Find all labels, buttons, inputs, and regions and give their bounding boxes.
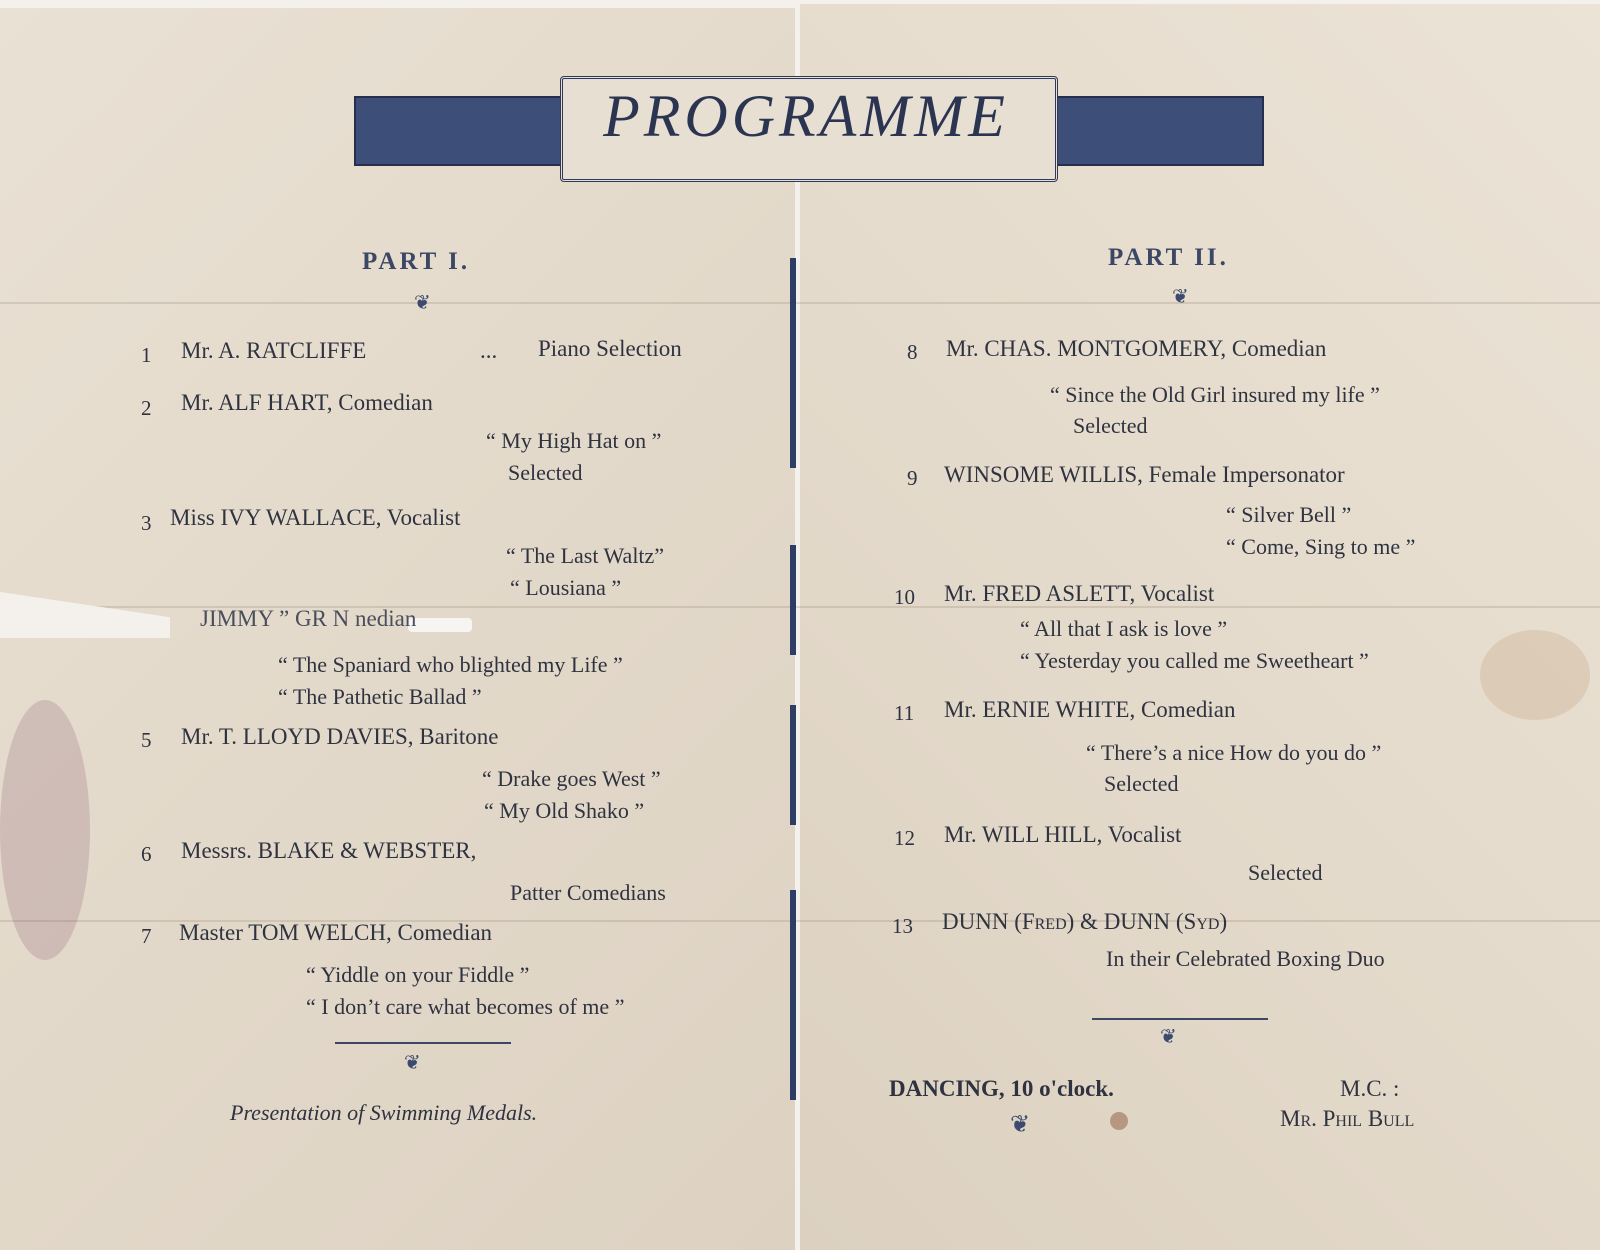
performer: Mr. ERNIE WHITE, Comedian — [944, 697, 1236, 722]
song-title: Selected — [1248, 860, 1323, 885]
song-title: “ Since the Old Girl insured my life ” — [1050, 382, 1380, 407]
mc-name: Mr. Phil Bull — [1280, 1106, 1415, 1131]
fold-line — [0, 302, 1600, 304]
item-number: 5 — [141, 728, 152, 752]
performer: DUNN (Fred) & DUNN (Syd) — [942, 909, 1228, 934]
page-title: PROGRAMME — [603, 83, 1009, 149]
leaf-ornament-icon: ❦ — [1010, 1112, 1031, 1138]
banner-left-band — [354, 96, 566, 166]
performer: Mr. A. RATCLIFFE — [181, 338, 367, 363]
performer: Mr. CHAS. MONTGOMERY, Comedian — [946, 336, 1327, 361]
part1-heading: PART I. — [362, 248, 471, 275]
performer: Messrs. BLAKE & WEBSTER, — [181, 838, 477, 863]
performer: Miss IVY WALLACE, Vocalist — [170, 505, 461, 530]
torn-hole — [408, 618, 472, 632]
song-title: “ Yesterday you called me Sweetheart ” — [1020, 648, 1369, 673]
item-number: 3 — [141, 511, 152, 535]
item-number: 9 — [907, 466, 918, 490]
mc-label: M.C. : — [1340, 1076, 1400, 1101]
item-number: 2 — [141, 396, 152, 420]
song-title: “ The Last Waltz” — [506, 543, 665, 568]
part2-heading: PART II. — [1108, 244, 1229, 271]
song-title: “ There’s a nice How do you do ” — [1086, 740, 1382, 765]
performer: WINSOME WILLIS, Female Impersonator — [944, 462, 1345, 487]
song-title: “ Lousiana ” — [510, 575, 622, 600]
performer: Mr. ALF HART, Comedian — [181, 390, 433, 415]
song-title: “ The Spaniard who blighted my Life ” — [278, 652, 623, 677]
section-rule — [335, 1042, 511, 1044]
song-title: “ I don’t care what becomes of me ” — [306, 994, 625, 1019]
song-title: “ Come, Sing to me ” — [1226, 534, 1416, 559]
spot-stain — [1110, 1112, 1128, 1130]
performer: Mr. FRED ASLETT, Vocalist — [944, 581, 1215, 606]
song-title: Selected — [1104, 771, 1179, 796]
item-number: 7 — [141, 924, 152, 948]
performer: Mr. WILL HILL, Vocalist — [944, 822, 1182, 847]
performer: JIMMY ” GR N nedian — [200, 606, 417, 631]
ink-stain — [0, 700, 90, 960]
song-title: “ All that I ask is love ” — [1020, 616, 1228, 641]
song-title: “ The Pathetic Ballad ” — [278, 684, 482, 709]
item-number: 6 — [141, 842, 152, 866]
performer: Mr. T. LLOYD DAVIES, Baritone — [181, 724, 499, 749]
leader-dots: ... — [480, 338, 498, 363]
center-divider — [790, 890, 796, 1100]
footer-note: Presentation of Swimming Medals. — [230, 1100, 538, 1125]
water-stain — [1480, 630, 1590, 720]
item-number: 1 — [141, 343, 152, 367]
leaf-ornament-icon: ❦ — [414, 292, 431, 314]
dancing-note: DANCING, 10 o'clock. — [889, 1076, 1114, 1101]
leaf-ornament-icon: ❦ — [1172, 286, 1189, 308]
leaf-ornament-icon: ❦ — [404, 1052, 421, 1074]
center-divider — [790, 705, 796, 825]
song-title: “ My High Hat on ” — [486, 428, 662, 453]
section-rule — [1092, 1018, 1268, 1020]
banner-right-band — [1050, 96, 1264, 166]
center-divider — [790, 545, 796, 655]
song-title: “ Silver Bell ” — [1226, 502, 1352, 527]
song-title: In their Celebrated Boxing Duo — [1106, 946, 1385, 971]
song-title: “ Yiddle on your Fiddle ” — [306, 962, 530, 987]
song-title: “ Drake goes West ” — [482, 766, 661, 791]
item-number: 11 — [894, 701, 915, 725]
song-title: Patter Comedians — [510, 880, 666, 905]
song-title: Selected — [508, 460, 583, 485]
performance: Piano Selection — [538, 336, 682, 361]
center-divider — [790, 258, 796, 468]
song-title: “ My Old Shako ” — [484, 798, 645, 823]
song-title: Selected — [1073, 413, 1148, 438]
item-number: 12 — [894, 826, 915, 850]
leaf-ornament-icon: ❦ — [1160, 1026, 1177, 1048]
item-number: 8 — [907, 340, 918, 364]
item-number: 10 — [894, 585, 915, 609]
performer: Master TOM WELCH, Comedian — [179, 920, 493, 945]
item-number: 13 — [892, 914, 913, 938]
